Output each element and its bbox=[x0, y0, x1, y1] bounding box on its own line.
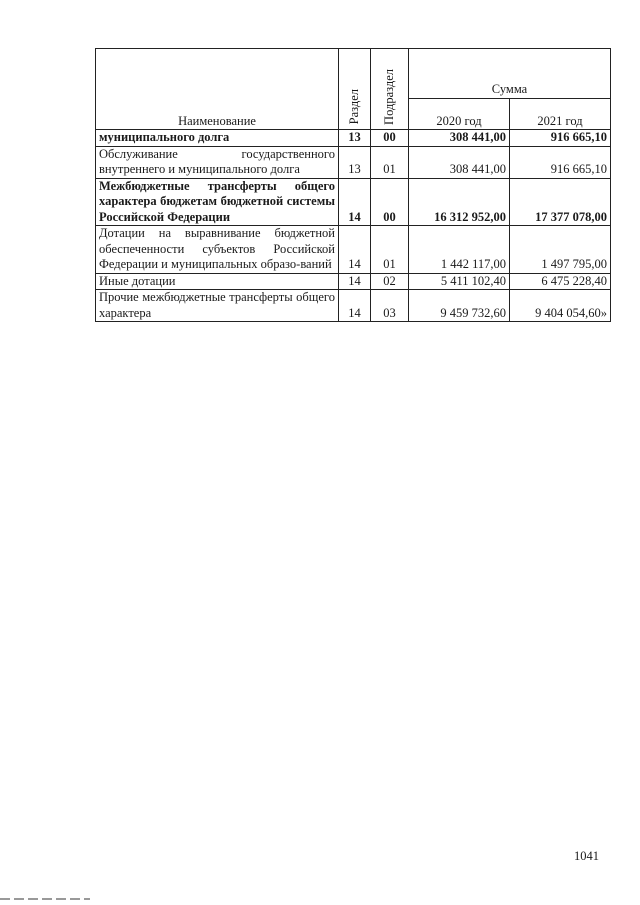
row-name: Дотации на выравнивание бюджетной обеспеченности субъектов Российской Федерации и муниципальных образо-ваний bbox=[96, 226, 339, 274]
row-podrazdel: 01 bbox=[371, 226, 409, 274]
row-razdel: 13 bbox=[339, 146, 371, 178]
row-razdel: 14 bbox=[339, 290, 371, 322]
table-body bbox=[96, 130, 611, 322]
row-podrazdel: 00 bbox=[371, 178, 409, 226]
table-row bbox=[96, 130, 611, 147]
row-sum-2021: 916 665,10 bbox=[510, 130, 611, 147]
table-row bbox=[96, 273, 611, 290]
header-year-2021: 2021 год bbox=[510, 98, 611, 129]
table-row bbox=[96, 290, 611, 322]
page-number: 1041 bbox=[574, 849, 599, 863]
row-sum-2020: 9 459 732,60 bbox=[409, 290, 510, 322]
row-razdel: 13 bbox=[339, 130, 371, 147]
row-sum-2020: 1 442 117,00 bbox=[409, 226, 510, 274]
scan-artifact bbox=[0, 898, 90, 900]
row-podrazdel: 02 bbox=[371, 273, 409, 290]
row-podrazdel: 03 bbox=[371, 290, 409, 322]
budget-table bbox=[95, 48, 611, 322]
table-row bbox=[96, 146, 611, 178]
row-sum-2021: 1 497 795,00 bbox=[510, 226, 611, 274]
header-sum: Сумма bbox=[409, 49, 611, 99]
row-name: Межбюджетные трансферты общего характера бюджетам бюджетной системы Российской Федерации bbox=[96, 178, 339, 226]
row-sum-2021: 916 665,10 bbox=[510, 146, 611, 178]
header-year-2020: 2020 год bbox=[409, 98, 510, 129]
header-razdel-label: Раздел bbox=[346, 89, 361, 125]
row-sum-2020: 16 312 952,00 bbox=[409, 178, 510, 226]
row-razdel: 14 bbox=[339, 273, 371, 290]
table-row bbox=[96, 226, 611, 274]
row-podrazdel: 01 bbox=[371, 146, 409, 178]
row-razdel: 14 bbox=[339, 226, 371, 274]
row-razdel: 14 bbox=[339, 178, 371, 226]
table-header bbox=[96, 49, 611, 130]
row-name: Иные дотации bbox=[96, 273, 339, 290]
row-sum-2020: 308 441,00 bbox=[409, 130, 510, 147]
row-sum-2020: 5 411 102,40 bbox=[409, 273, 510, 290]
row-sum-2020: 308 441,00 bbox=[409, 146, 510, 178]
row-sum-2021: 6 475 228,40 bbox=[510, 273, 611, 290]
row-name: Обслуживание государственного внутреннего и муниципального долга bbox=[96, 146, 339, 178]
table-row bbox=[96, 178, 611, 226]
row-name: Прочие межбюджетные трансферты общего характера bbox=[96, 290, 339, 322]
header-razdel bbox=[339, 49, 371, 130]
header-podrazdel bbox=[371, 49, 409, 130]
row-sum-2021: 17 377 078,00 bbox=[510, 178, 611, 226]
header-name: Наименование bbox=[96, 49, 339, 130]
row-podrazdel: 00 bbox=[371, 130, 409, 147]
row-sum-2021: 9 404 054,60» bbox=[510, 290, 611, 322]
header-podrazdel-label: Подраздел bbox=[381, 68, 396, 125]
row-name: муниципального долга bbox=[96, 130, 339, 147]
